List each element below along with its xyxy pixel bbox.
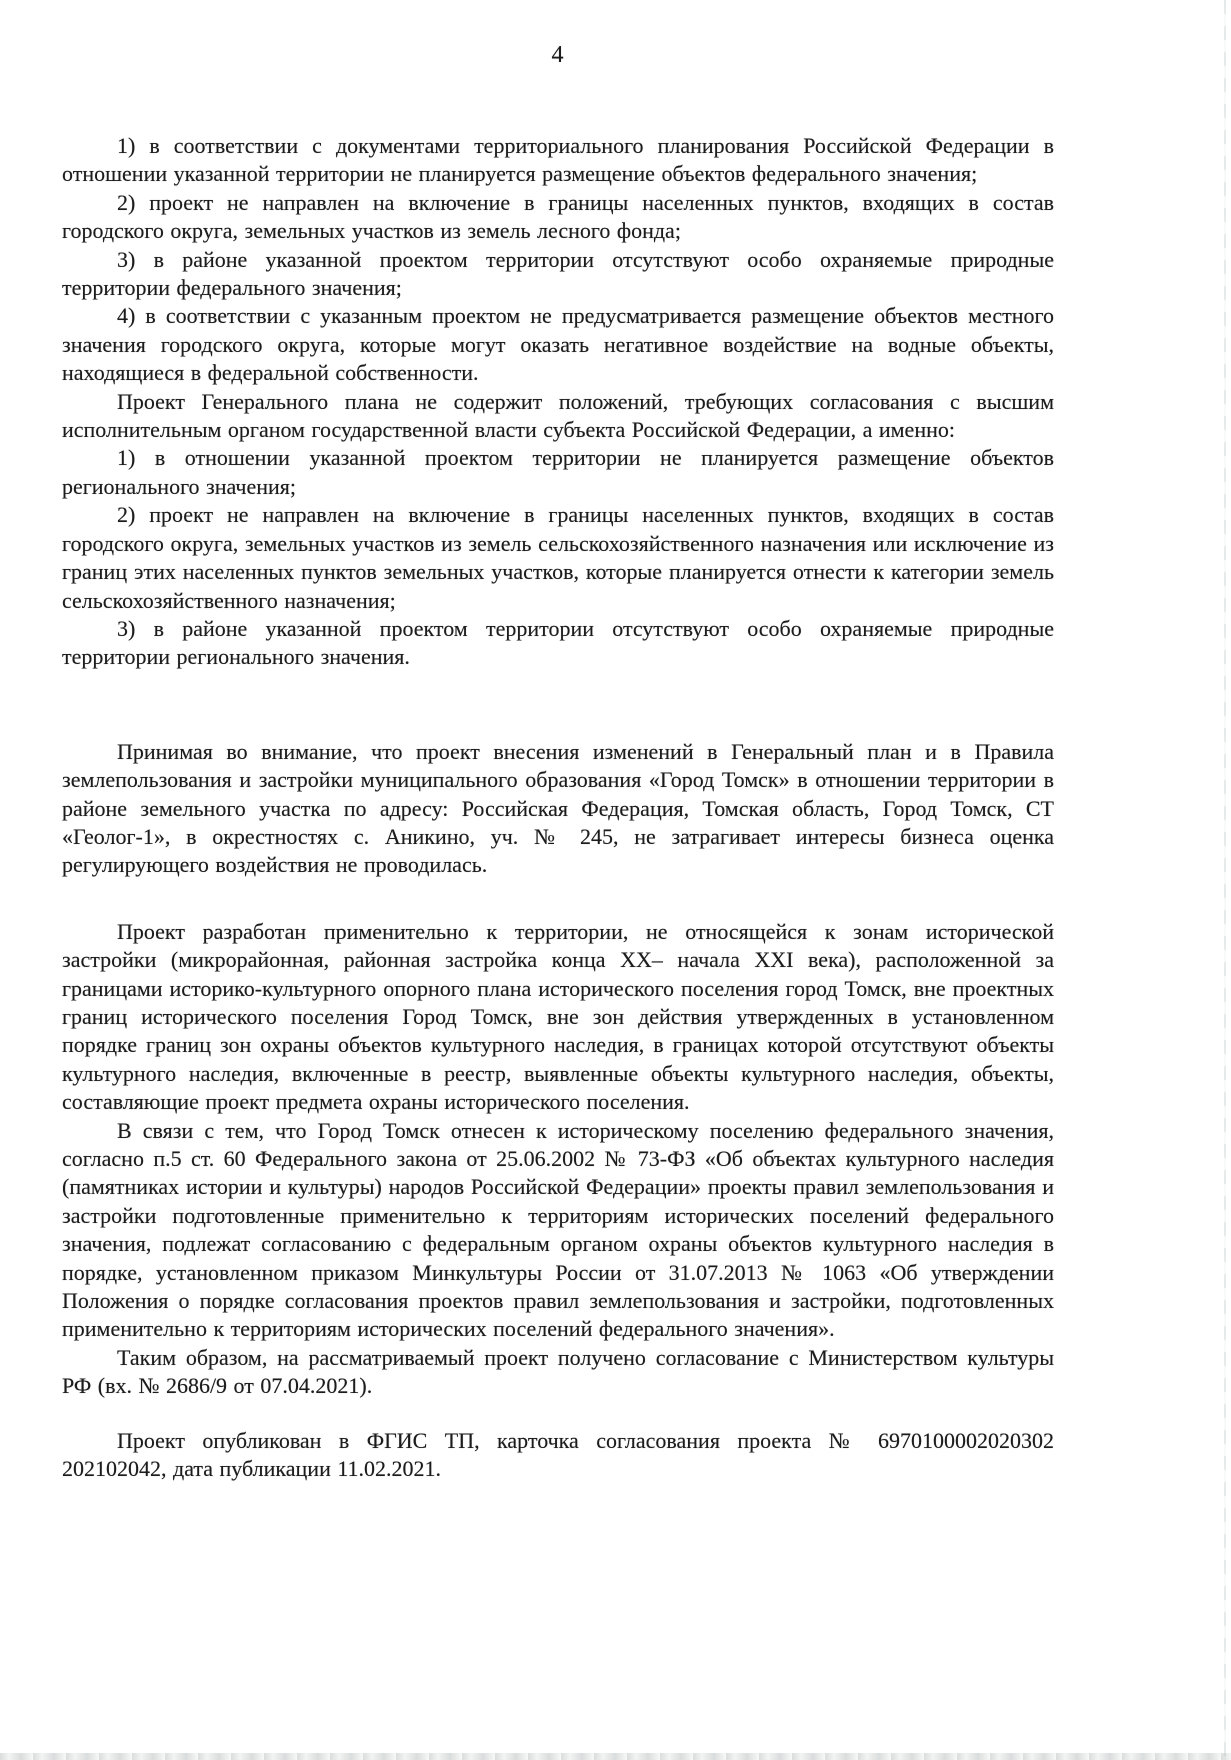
scan-edge-artifact-bottom — [0, 1753, 1231, 1760]
paragraph-fgis-publication: Проект опубликован в ФГИС ТП, карточка согласования проекта № 6970100002020302 202102042, дата публикации 11.02.2021. — [62, 1427, 1054, 1482]
document-body — [62, 132, 1054, 1483]
paragraph-agricultural-lands: 2) проект не направлен на включение в границы населенных пунктов, входящих в состав городского округа, земельных участков из земель сельскохозяйственного назначения или исключение из границ этих населенных пунктов земельных участков, которые планируется отнести к категории земель сельскохозяйственного назначения; — [62, 502, 1054, 613]
paragraph-heritage-law: В связи с тем, что Город Томск отнесен к историческому поселению федерального значения, согласно п.5 ст. 60 Федерального закона от 25.06.2002 № 73-ФЗ «Об объектах культурного наследия (памятниках истории и культуры) народов Российской Федерации» проекты правил землепользования и застройки подготовленные применительно к территориям исторических поселений федерального значения, подлежат согласованию с федеральным органом охраны объектов культурного наследия в порядке, установленном приказом Минкультуры России от 31.07.2013 № 1063 «Об утверждении Положения о порядке согласования проектов правил землепользования и застройки, подготовленных применительно к территориям исторических поселений федерального значения». — [62, 1117, 1054, 1342]
paragraph-ministry-approval: Таким образом, на рассматриваемый проект получено согласование с Министерством культуры РФ (вх. № 2686/9 от 07.04.2021). — [62, 1344, 1054, 1399]
paragraph-regional-objects: 1) в отношении указанной проектом территории не планируется размещение объектов регионального значения; — [62, 445, 1054, 499]
page-number: 4 — [551, 42, 565, 68]
paragraph-historic-zones: Проект разработан применительно к территории, не относящейся к зонам исторической застройки (микрорайонная, районная застройка конца XX– начала XXI века), расположенной за границами историко-культурного опорного плана исторического поселения город Томск, вне проектных границ исторического поселения Город Томск, вне зон действия утвержденных в установленном порядке границ зон охраны объектов культурного наследия, в границах которой отсутствуют объекты культурного наследия, включенные в реестр, выявленные объекты культурного наследия, объекты, составляющие проект предмета охраны исторического поселения. — [62, 918, 1054, 1115]
paragraph-regional-nature-areas: 3) в районе указанной проектом территории отсутствуют особо охраняемые природные территории регионального значения. — [62, 615, 1054, 670]
paragraph-water-objects: 4) в соответствии с указанным проектом не предусматривается размещение объектов местного значения городского округа, которые могут оказать негативное воздействие на водные объекты, находящиеся в федеральной собственности. — [62, 303, 1054, 386]
paragraph-federal-nature-areas: 3) в районе указанной проектом территории отсутствуют особо охраняемые природные территории федерального значения; — [62, 246, 1054, 301]
paragraph-business-impact: Принимая во внимание, что проект внесения изменений в Генеральный план и в Правила землепользования и застройки муниципального образования «Город Томск» в отношении территории в районе земельного участка по адресу: Российская Федерация, Томская область, Город Томск, СТ «Геолог-1», в окрестностях с. Аникино, уч. № 245, не затрагивает интересы бизнеса оценка регулирующего воздействия не проводилась. — [62, 738, 1054, 878]
paragraph-federal-planning: 1) в соответствии с документами территориального планирования Российской Федерации в отношении указанной территории не планируется размещение объектов федерального значения; — [62, 133, 1054, 187]
scan-edge-artifact-right — [1224, 0, 1226, 1760]
paragraph-forest-lands: 2) проект не направлен на включение в границы населенных пунктов, входящих в состав городского округа, земельных участков из земель лесного фонда; — [62, 189, 1054, 244]
paragraph-regional-approval: Проект Генерального плана не содержит положений, требующих согласования с высшим исполнительным органом государственной власти субъекта Российской Федерации, а именно: — [62, 388, 1054, 443]
